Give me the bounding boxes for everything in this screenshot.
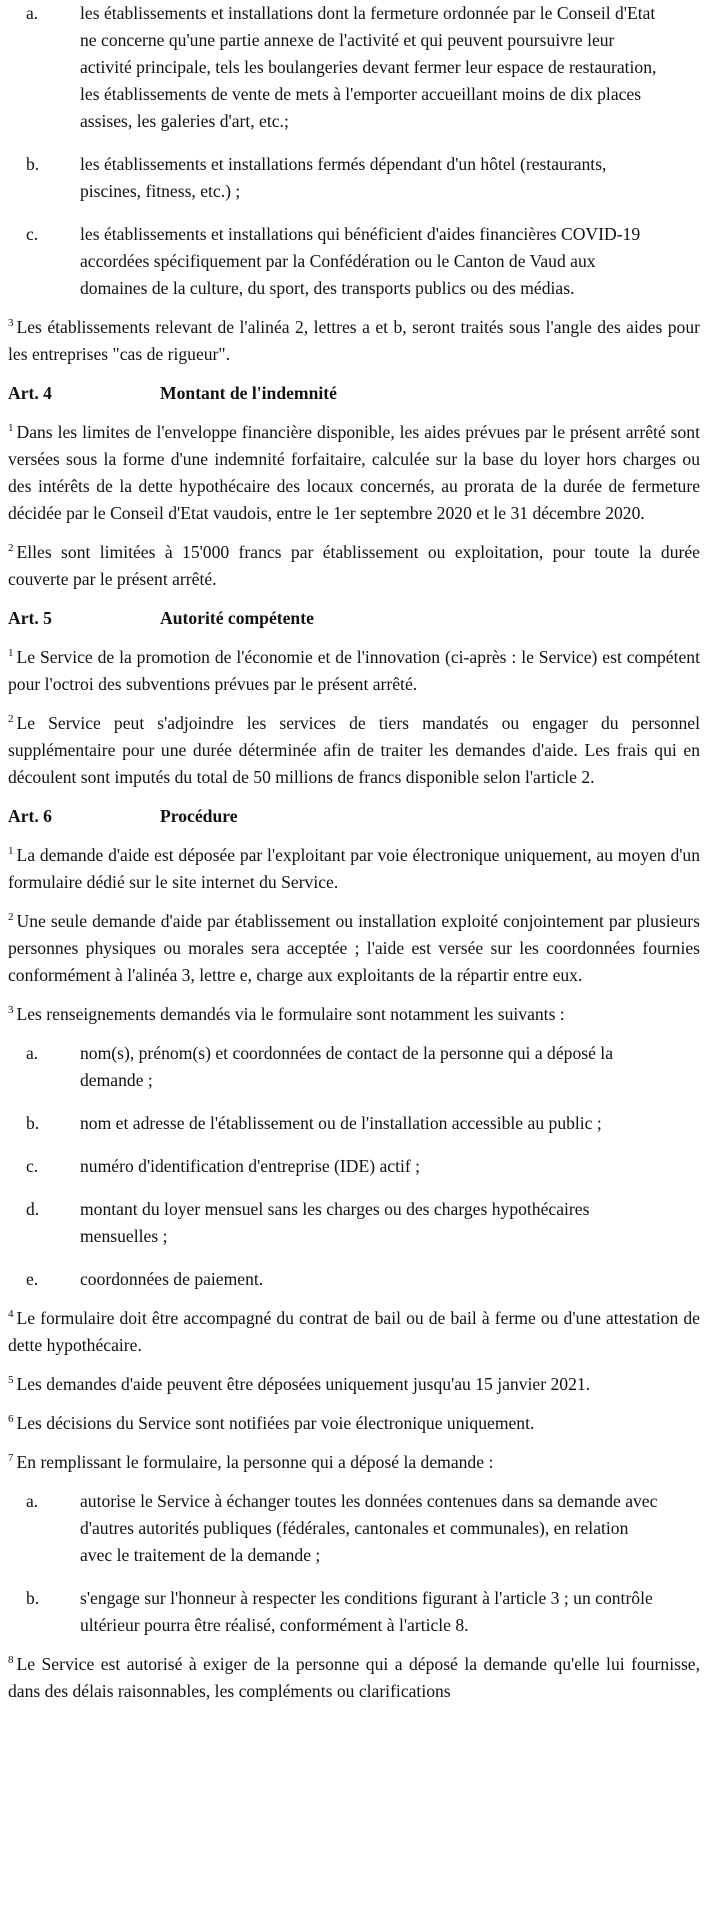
paragraph-text: Le Service de la promotion de l'économie et de l'innovation (ci-après : le Service) est compétent pour l'octroi des subventions prévues par le présent arrêté. xyxy=(8,647,700,694)
required-information-list xyxy=(8,1040,700,1293)
paragraph-number: 7 xyxy=(8,1452,14,1464)
applicant-commitments-list xyxy=(8,1488,700,1639)
article-title: Montant de l'indemnité xyxy=(160,383,337,403)
list-text: les établissements et installations qui bénéficient d'aides financières COVID-19 accordées spécifiquement par la Confédération ou le Canton de Vaud aux domaines de la culture, du sport, des transports publics ou des médias. xyxy=(80,224,641,298)
paragraph-text: Le Service peut s'adjoindre les services de tiers mandatés ou engager du personnel supplémentaire pour une durée déterminée afin de traiter les demandes d'aide. Les frais qui en découlent sont imputés du total de 50 millions de francs disponible selon l'article 2. xyxy=(8,713,700,787)
list-item xyxy=(8,1153,700,1180)
list-text: nom et adresse de l'établissement ou de l'installation accessible au public ; xyxy=(80,1113,602,1133)
paragraph-text: Le formulaire doit être accompagné du contrat de bail ou de bail à ferme ou d'une attestation de dette hypothécaire. xyxy=(8,1308,700,1355)
article-6-paragraph-5 xyxy=(8,1371,700,1398)
list-text: les établissements et installations dont la fermeture ordonnée par le Conseil d'Etat ne concerne qu'une partie annexe de l'activité et qui peuvent poursuivre leur activité principale, tels les boulangeries devant fermer leur espace de restauration, les établissements de vente de mets à l'emporter accueillant moins de dix places assises, les galeries d'art, etc.; xyxy=(80,3,657,131)
article-title: Autorité compétente xyxy=(160,608,314,628)
list-item xyxy=(8,221,700,302)
paragraph-text: Les demandes d'aide peuvent être déposées uniquement jusqu'au 15 janvier 2021. xyxy=(16,1374,591,1394)
list-text: les établissements et installations fermés dépendant d'un hôtel (restaurants, piscines, fitness, etc.) ; xyxy=(80,154,607,201)
paragraph-number: 8 xyxy=(8,1654,14,1666)
paragraph-text: Les établissements relevant de l'alinéa 2, lettres a et b, seront traités sous l'angle des aides pour les entreprises "cas de rigueur". xyxy=(8,317,700,364)
article-3-paragraph-3 xyxy=(8,314,700,368)
article-6-paragraph-1 xyxy=(8,842,700,896)
article-number: Art. 6 xyxy=(8,806,52,826)
paragraph-number: 2 xyxy=(8,911,14,923)
article-6-paragraph-8 xyxy=(8,1651,700,1705)
article-5-paragraph-2 xyxy=(8,710,700,791)
paragraph-text: Une seule demande d'aide par établissement ou installation exploité conjointement par plusieurs personnes physiques ou morales sera acceptée ; l'aide est versée sur les coordonnées fournies conformément à l'alinéa 3, lettre e, charge aux exploitants de la répartir entre eux. xyxy=(8,911,700,985)
article-5-heading xyxy=(8,605,700,632)
article-6-heading xyxy=(8,803,700,830)
list-text: coordonnées de paiement. xyxy=(80,1269,264,1289)
list-text: numéro d'identification d'entreprise (IDE) actif ; xyxy=(80,1156,421,1176)
article-4-paragraph-1 xyxy=(8,419,700,527)
list-text: autorise le Service à échanger toutes les données contenues dans sa demande avec d'autres autorités publiques (fédérales, cantonales et communales), en relation avec le traitement de la demande ; xyxy=(80,1491,658,1565)
list-letter: c. xyxy=(26,1156,39,1176)
paragraph-text: Le Service est autorisé à exiger de la personne qui a déposé la demande qu'elle lui fournisse, dans des délais raisonnables, les compléments ou clarifications xyxy=(8,1654,700,1701)
paragraph-text: Elles sont limitées à 15'000 francs par établissement ou exploitation, pour toute la durée couverte par le présent arrêté. xyxy=(8,542,700,589)
paragraph-text: La demande d'aide est déposée par l'exploitant par voie électronique uniquement, au moyen d'un formulaire dédié sur le site internet du Service. xyxy=(8,845,700,892)
list-item xyxy=(8,0,700,135)
list-letter: b. xyxy=(26,1588,40,1608)
paragraph-number: 3 xyxy=(8,1004,14,1016)
paragraph-number: 1 xyxy=(8,845,14,857)
paragraph-text: Dans les limites de l'enveloppe financière disponible, les aides prévues par le présent arrêté sont versées sous la forme d'une indemnité forfaitaire, calculée sur la base du loyer hors charges ou des intérêts de la dette hypothécaire des locaux concernés, au prorata de la durée de fermeture décidée par le Conseil d'Etat vaudois, entre le 1er septembre 2020 et le 31 décembre 2020. xyxy=(8,422,700,523)
paragraph-text: Les décisions du Service sont notifiées par voie électronique uniquement. xyxy=(16,1413,535,1433)
article-number: Art. 5 xyxy=(8,608,52,628)
paragraph-number: 5 xyxy=(8,1374,14,1386)
paragraph-number: 2 xyxy=(8,713,14,725)
list-item xyxy=(8,1488,700,1569)
list-item xyxy=(8,151,700,205)
list-letter: a. xyxy=(26,3,39,23)
article-6-paragraph-3 xyxy=(8,1001,700,1028)
article-6-paragraph-7 xyxy=(8,1449,700,1476)
article-title: Procédure xyxy=(160,806,238,826)
list-letter: b. xyxy=(26,1113,40,1133)
paragraph-number: 1 xyxy=(8,647,14,659)
list-letter: e. xyxy=(26,1269,39,1289)
list-item xyxy=(8,1196,700,1250)
article-4-paragraph-2 xyxy=(8,539,700,593)
article-number: Art. 4 xyxy=(8,383,52,403)
exclusion-list xyxy=(8,0,700,302)
article-6-paragraph-6 xyxy=(8,1410,700,1437)
paragraph-number: 6 xyxy=(8,1413,14,1425)
article-6-paragraph-2 xyxy=(8,908,700,989)
list-letter: d. xyxy=(26,1199,40,1219)
list-text: montant du loyer mensuel sans les charges ou des charges hypothécaires mensuelles ; xyxy=(80,1199,590,1246)
paragraph-number: 4 xyxy=(8,1308,14,1320)
list-item xyxy=(8,1266,700,1293)
paragraph-number: 2 xyxy=(8,542,14,554)
paragraph-number: 1 xyxy=(8,422,14,434)
list-item xyxy=(8,1585,700,1639)
paragraph-text: En remplissant le formulaire, la personne qui a déposé la demande : xyxy=(16,1452,494,1472)
article-6-paragraph-4 xyxy=(8,1305,700,1359)
article-5-paragraph-1 xyxy=(8,644,700,698)
list-text: s'engage sur l'honneur à respecter les conditions figurant à l'article 3 ; un contrôle ultérieur pourra être réalisé, conformément à l'article 8. xyxy=(80,1588,653,1635)
list-letter: c. xyxy=(26,224,39,244)
paragraph-text: Les renseignements demandés via le formulaire sont notamment les suivants : xyxy=(16,1004,565,1024)
list-item xyxy=(8,1040,700,1094)
list-letter: a. xyxy=(26,1491,39,1511)
list-item xyxy=(8,1110,700,1137)
list-letter: a. xyxy=(26,1043,39,1063)
paragraph-number: 3 xyxy=(8,317,14,329)
list-text: nom(s), prénom(s) et coordonnées de contact de la personne qui a déposé la demande ; xyxy=(80,1043,614,1090)
list-letter: b. xyxy=(26,154,40,174)
article-4-heading xyxy=(8,380,700,407)
